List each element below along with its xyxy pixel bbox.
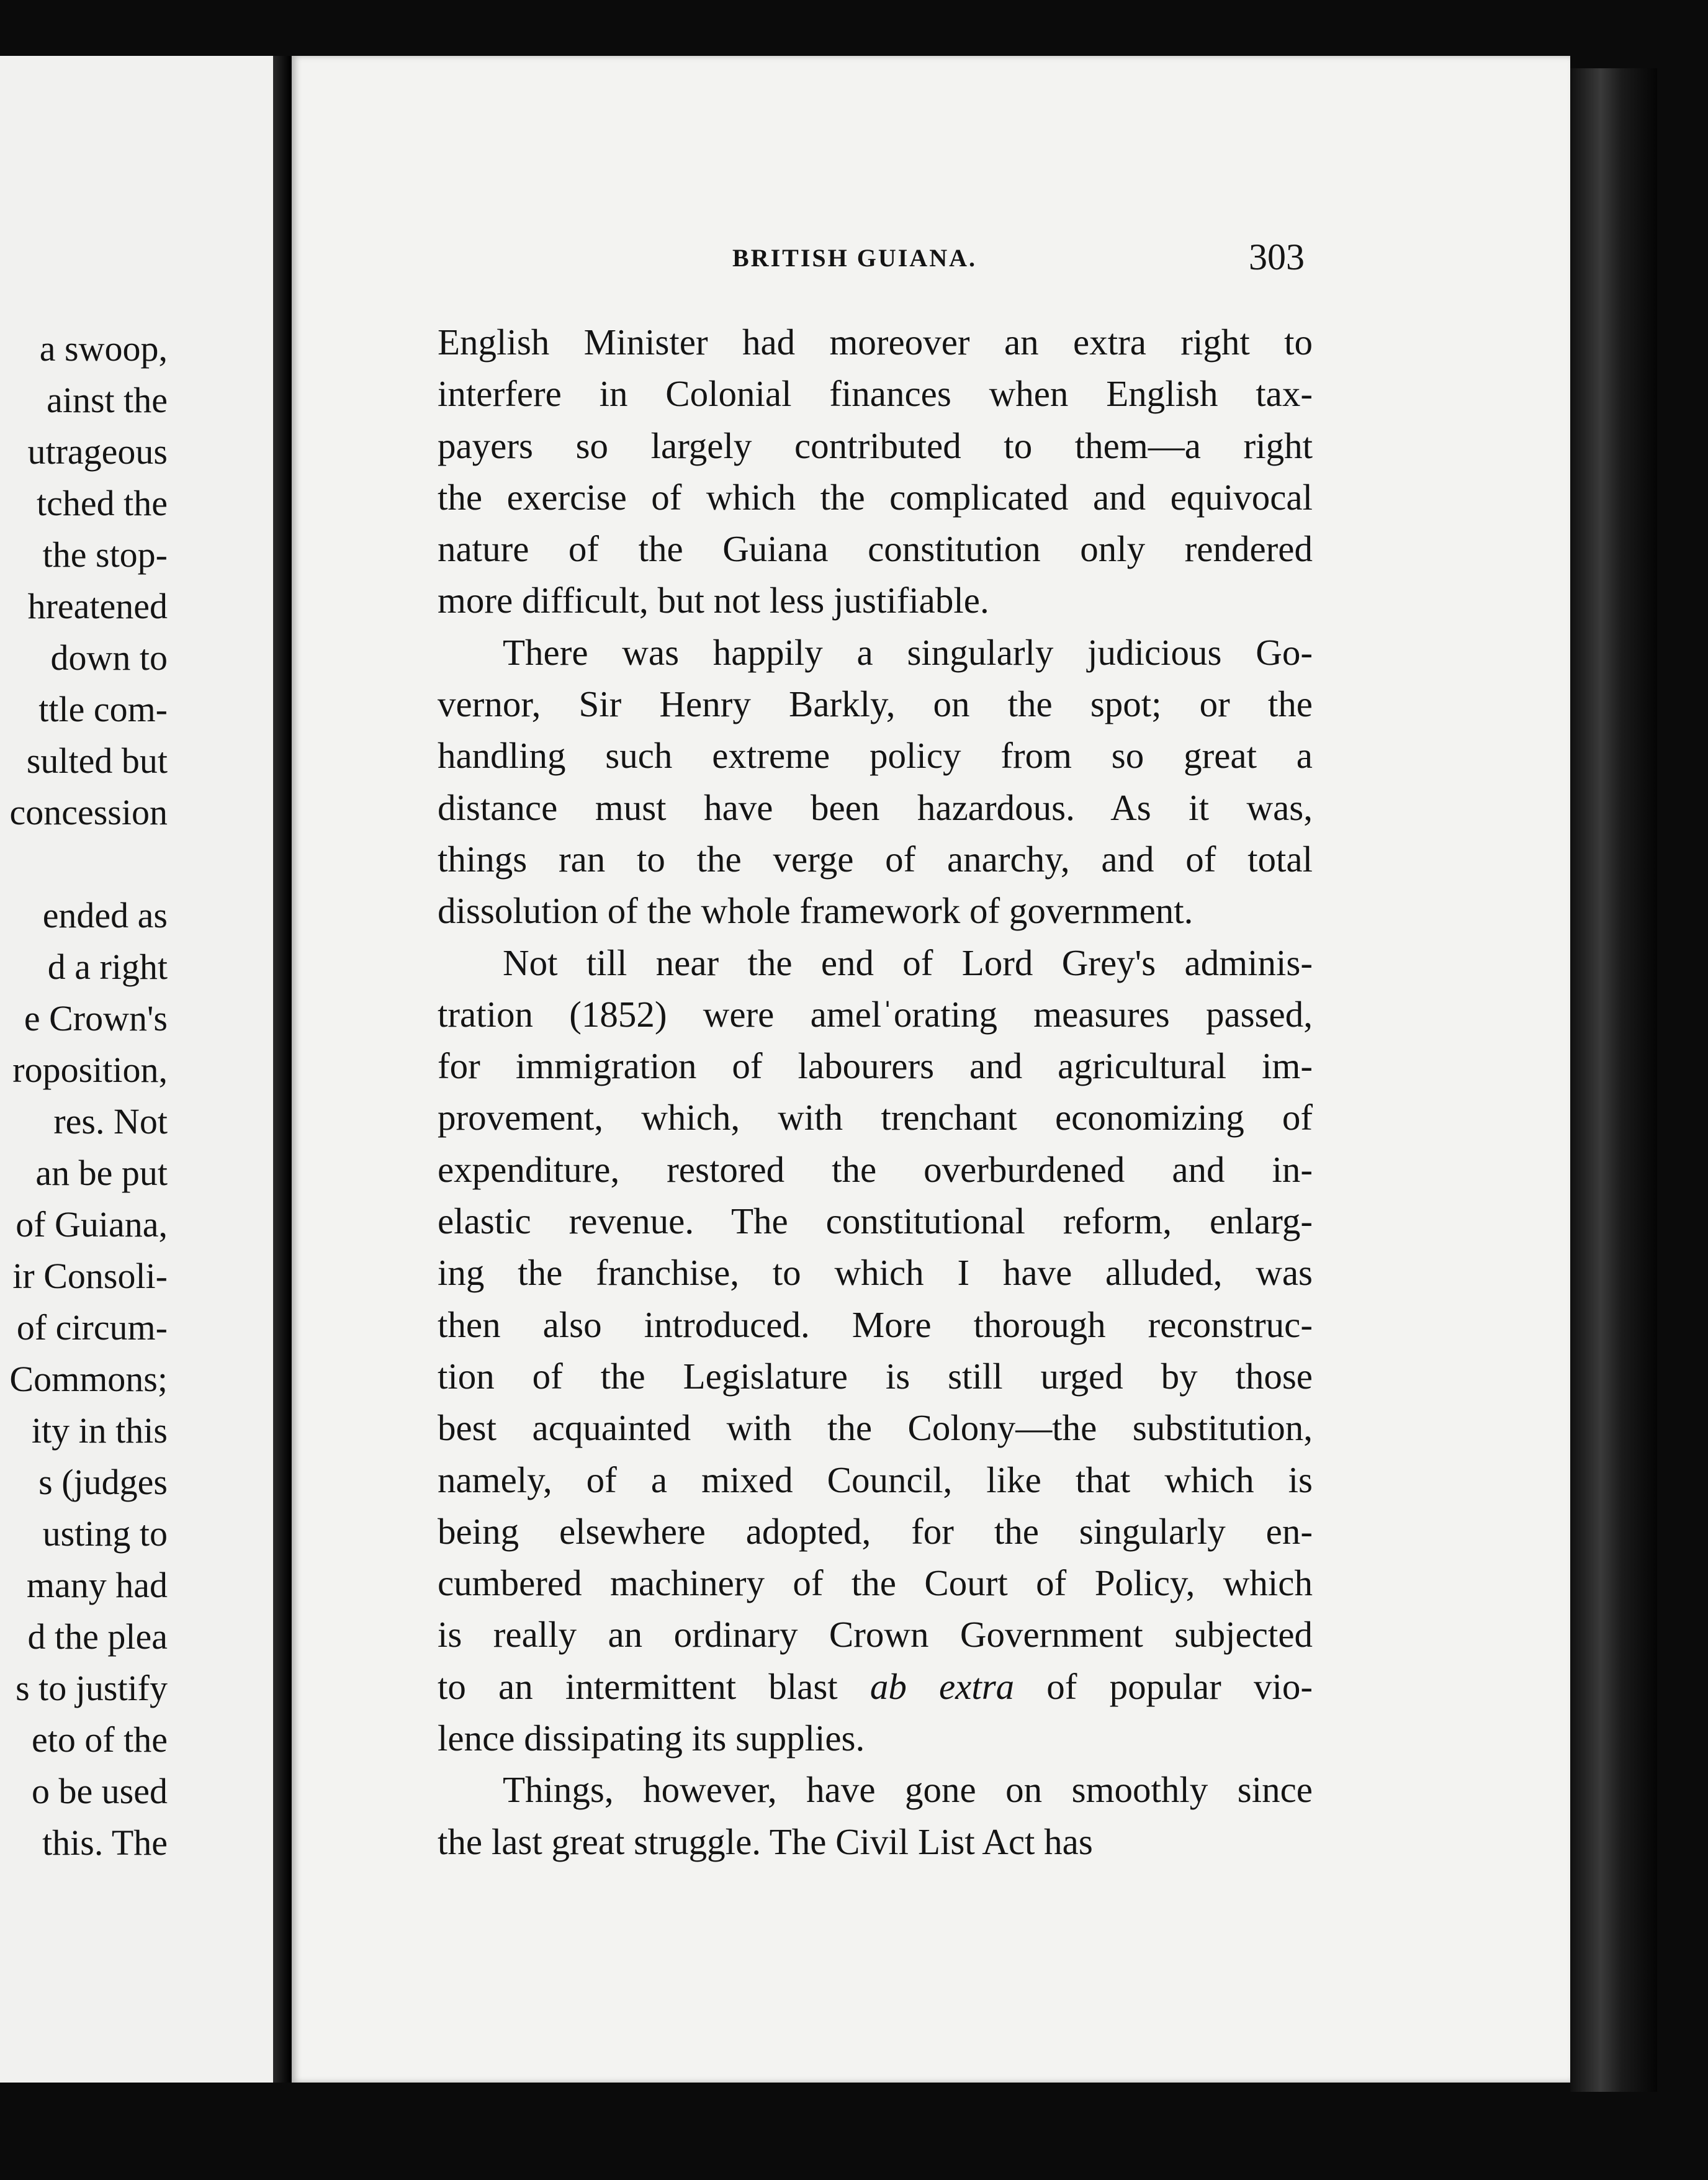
text-line: dissolution of the whole framework of government. [438,890,1193,932]
text-line: English Minister had moreover an extra right to [438,322,1313,363]
italic-phrase: ab extra [870,1665,1015,1707]
paragraph [438,317,1313,627]
text-line: distance must have been hazardous. As it was, [438,786,1313,828]
paragraph [438,627,1313,937]
left-page-line: usting to [42,1513,168,1554]
left-page-line: of Guiana, [16,1204,168,1245]
left-page-line: ity in this [31,1410,168,1451]
running-head: BRITISH GUIANA. [732,244,977,272]
left-page-line: d the plea [27,1616,168,1657]
left-page-line: of circum- [16,1307,168,1348]
text-line: namely, of a mixed Council, like that which is [438,1459,1313,1500]
left-page-line: d a right [47,947,168,987]
left-page-line: an be put [35,1153,168,1193]
text-line: being elsewhere adopted, for the singularly en- [438,1510,1313,1552]
left-page-line: down to [50,637,168,678]
left-page-line: utrageous [27,431,168,472]
left-page-line: ttle com- [38,689,168,729]
left-page-line: ir Consoli- [12,1256,168,1296]
left-page-line: res. Not [53,1101,168,1142]
left-page-line: concession [9,792,168,832]
text-line: There was happily a singularly judicious Go- [503,631,1313,673]
left-page-line: ainst the [47,380,168,420]
text-line: interfere in Colonial finances when English tax- [438,373,1313,415]
left-page-line: s to justify [16,1668,168,1708]
text-line: payers so largely contributed to them—a right [438,425,1313,466]
text-line: then also introduced. More thorough reconstruc- [438,1304,1313,1345]
left-page-line: roposition, [12,1050,168,1090]
text-line: more difficult, but not less justifiable. [438,580,989,621]
text-line: handling such extreme policy from so great a [438,735,1313,777]
text-line: provement, which, with trenchant economizing of [438,1097,1313,1138]
body-text [438,317,1313,1868]
text-line: Things, however, have gone on smoothly since [503,1769,1313,1811]
paragraph [438,1764,1313,1868]
left-page-line: ended as [42,895,168,935]
left-page-line: eto of the [31,1719,168,1760]
page-number: 303 [1249,236,1305,277]
text-line: expenditure, restored the overburdened and in- [438,1148,1313,1190]
book-gutter [273,56,290,2083]
text-line: cumbered machinery of the Court of Policy, which [438,1562,1313,1604]
text-line: ing the franchise, to which I have alluded, was [438,1252,1313,1294]
page-edge-stack [1570,68,1657,2092]
paragraph [438,937,1313,1765]
left-page-line: a swoop, [39,328,168,369]
text-line: things ran to the verge of anarchy, and of total [438,838,1313,880]
text-line: nature of the Guiana constitution only rendered [438,528,1313,570]
text-line: elastic revenue. The constitutional reform, enlarg- [438,1200,1313,1242]
text-line: for immigration of labourers and agricultural im- [438,1045,1313,1087]
left-page-line: many had [26,1565,168,1605]
text-line: the last great struggle. The Civil List Act has [438,1821,1093,1862]
text-line: best acquainted with the Colony—the substitution, [438,1407,1313,1449]
text-line: the exercise of which the complicated and equivocal [438,476,1313,518]
left-page-line: tched the [37,483,168,523]
text-line: vernor, Sir Henry Barkly, on the spot; or the [438,683,1313,725]
left-page-line: sulted but [26,741,168,781]
left-page-line: o be used [31,1771,168,1811]
text-line: lence dissipating its supplies. [438,1718,865,1759]
left-page-line: e Crown's [24,998,168,1038]
facing-page-left [0,56,273,2083]
text-line: Not till near the end of Lord Grey's adminis- [503,942,1313,983]
left-page-line: this. The [42,1822,168,1863]
text-line: to an intermittent blast ab extra of popular vio- [438,1665,1313,1707]
left-page-line: hreatened [27,586,168,626]
text-line: tration (1852) were amelˈorating measures passed, [438,993,1313,1035]
text-line: is really an ordinary Crown Government subjected [438,1614,1313,1655]
text-line: tion of the Legislature is still urged by those [438,1355,1313,1397]
left-page-line: the stop- [42,534,168,575]
left-page-line: s (judges [38,1462,168,1502]
left-page-line: Commons; [9,1359,168,1399]
